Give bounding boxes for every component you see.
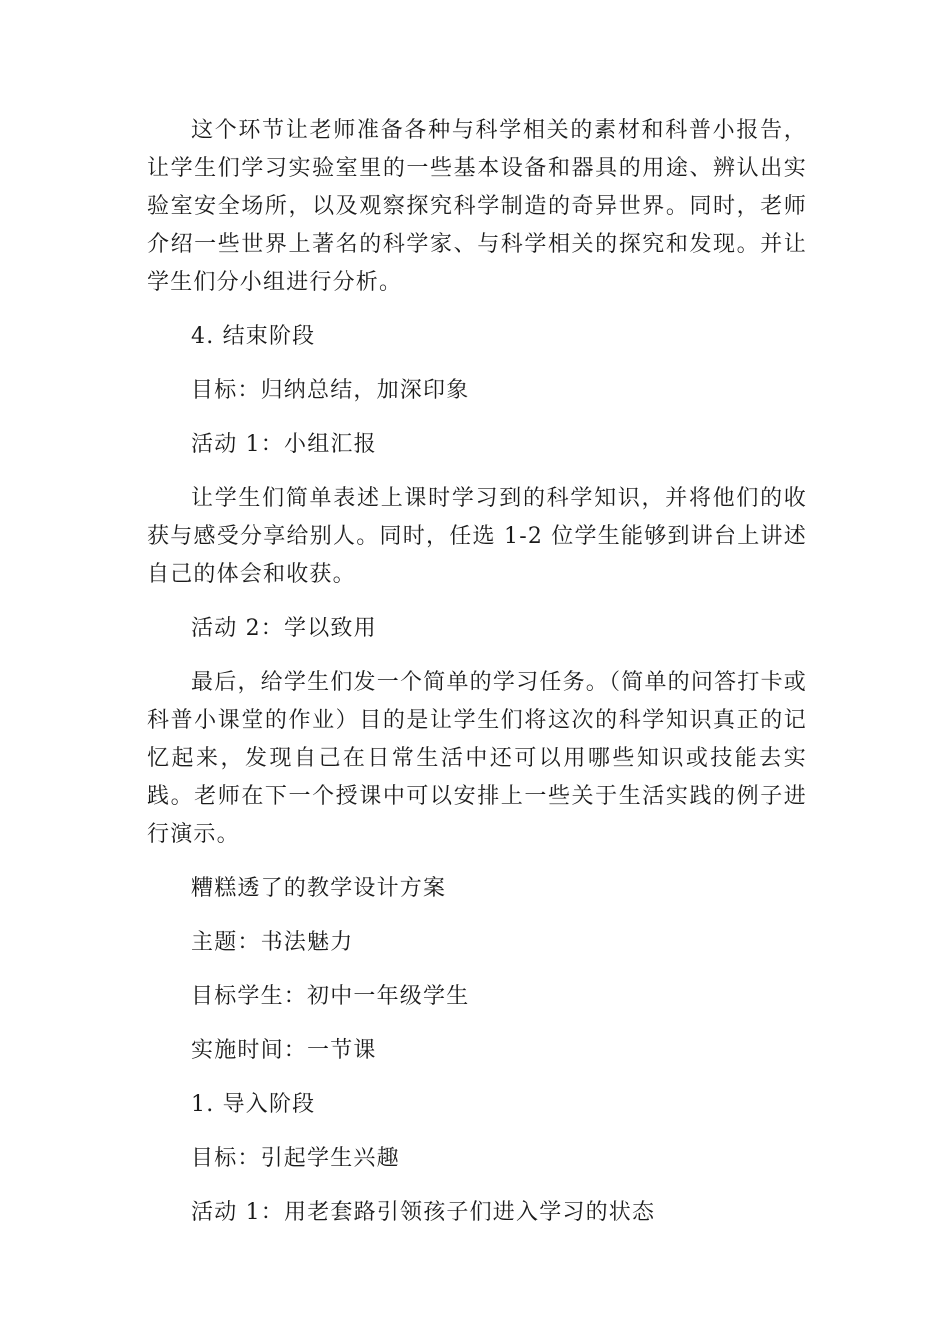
paragraph-group-report: 让学生们简单表述上课时学习到的科学知识，并将他们的收获与感受分享给别人。同时，任选 1-2 位学生能够到讲台上讲述自己的体会和收获。	[147, 486, 807, 587]
intro-goal: 目标：引起学生兴趣	[191, 1146, 400, 1171]
document-body	[147, 112, 807, 1248]
paragraph-apply-learning: 最后，给学生们发一个简单的学习任务。（简单的问答打卡或科普小课堂的作业）目的是让学生们将这次的科学知识真正的记忆起来，发现自己在日常生活中还可以用哪些知识或技能去实践。老师在下一个授课中可以安排上一些关于生活实践的例子进行演示。	[147, 670, 807, 847]
heading-closing-stage: 4. 结束阶段	[191, 324, 316, 349]
section-title-bad-plan: 糟糕透了的教学设计方案	[191, 876, 447, 901]
activity-1-heading: 活动 1：小组汇报	[191, 432, 377, 457]
intro-activity-1: 活动 1：用老套路引领孩子们进入学习的状态	[191, 1200, 656, 1225]
theme-line: 主题：书法魅力	[191, 930, 354, 955]
target-students-line: 目标学生：初中一年级学生	[191, 984, 470, 1009]
closing-goal: 目标：归纳总结，加深印象	[191, 378, 470, 403]
paragraph-science-materials: 这个环节让老师准备各种与科学相关的素材和科普小报告，让学生们学习实验室里的一些基本设备和器具的用途、辨认出实验室安全场所，以及观察探究科学制造的奇异世界。同时，老师介绍一些世界上著名的科学家、与科学相关的探究和发现。并让学生们分小组进行分析。	[147, 118, 807, 295]
duration-line: 实施时间：一节课	[191, 1038, 377, 1063]
activity-2-heading: 活动 2：学以致用	[191, 616, 377, 641]
heading-intro-stage: 1. 导入阶段	[191, 1092, 316, 1117]
